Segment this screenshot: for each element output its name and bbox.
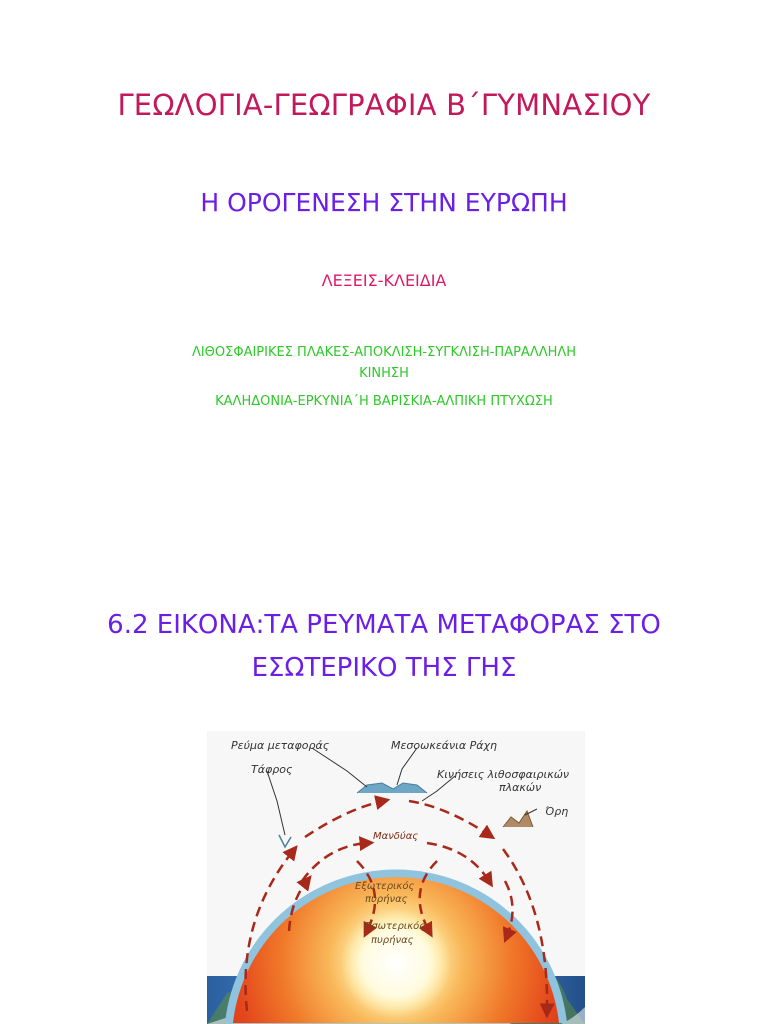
earth-convection-figure: [207, 731, 585, 1024]
earth-cross-section-diagram: [207, 731, 585, 1024]
label-mountains: Όρη: [545, 805, 569, 818]
label-trench: Τάφρος: [251, 763, 293, 776]
mid-ocean-ridge-shape: [357, 783, 427, 793]
label-outer-core-line1: Εξωτερικός: [355, 881, 415, 892]
keywords-line: ΚΑΛΗΔΟΝΙΑ-ΕΡΚΥΝΙΑ΄Η ΒΑΡΙΣΚΙΑ-ΑΛΠΙΚΗ ΠΤΥΧΩΣΗ: [215, 394, 553, 409]
label-convection-current: Ρεύμα μεταφοράς: [231, 739, 330, 752]
trench-shape: [279, 835, 291, 847]
label-outer-core-line2: πυρήνας: [365, 894, 408, 905]
figure-title-line: 6.2 ΕΙΚΟΝΑ:ΤΑ ΡΕΥΜΑΤΑ ΜΕΤΑΦΟΡΑΣ ΣΤΟ: [107, 610, 661, 640]
document-title: ΓΕΩΛΟΓΙΑ-ΓΕΩΓΡΑΦΙΑ Β΄ΓΥΜΝΑΣΙΟΥ: [117, 88, 651, 122]
keywords-heading: ΛΕΞΕΙΣ-ΚΛΕΙΔΙΑ: [321, 271, 447, 290]
label-inner-core-line2: πυρήνας: [371, 935, 414, 946]
label-plate-motion-line1: Κινήσεις λιθοσφαιρικών: [437, 768, 570, 781]
label-inner-core-line1: Εσωτερικός: [365, 921, 426, 932]
figure-title-line: ΕΣΩΤΕΡΙΚΟ ΤΗΣ ΓΗΣ: [251, 653, 517, 683]
document-subtitle: Η ΟΡΟΓΕΝΕΣΗ ΣΤΗΝ ΕΥΡΩΠΗ: [200, 188, 568, 217]
label-mantle: Μανδύας: [373, 831, 419, 842]
keywords-line: ΛΙΘΟΣΦΑΙΡΙΚΕΣ ΠΛΑΚΕΣ-ΑΠΟΚΛΙΣΗ-ΣΥΓΚΛΙΣΗ-ΠΑΡΑΛΛΗΛΗ: [191, 345, 577, 360]
label-mid-ocean-ridge: Μεσοωκεάνια Ράχη: [391, 739, 498, 752]
label-plate-motion-line2: πλακών: [499, 781, 542, 794]
keywords-line: ΚΙΝΗΣΗ: [359, 366, 409, 381]
